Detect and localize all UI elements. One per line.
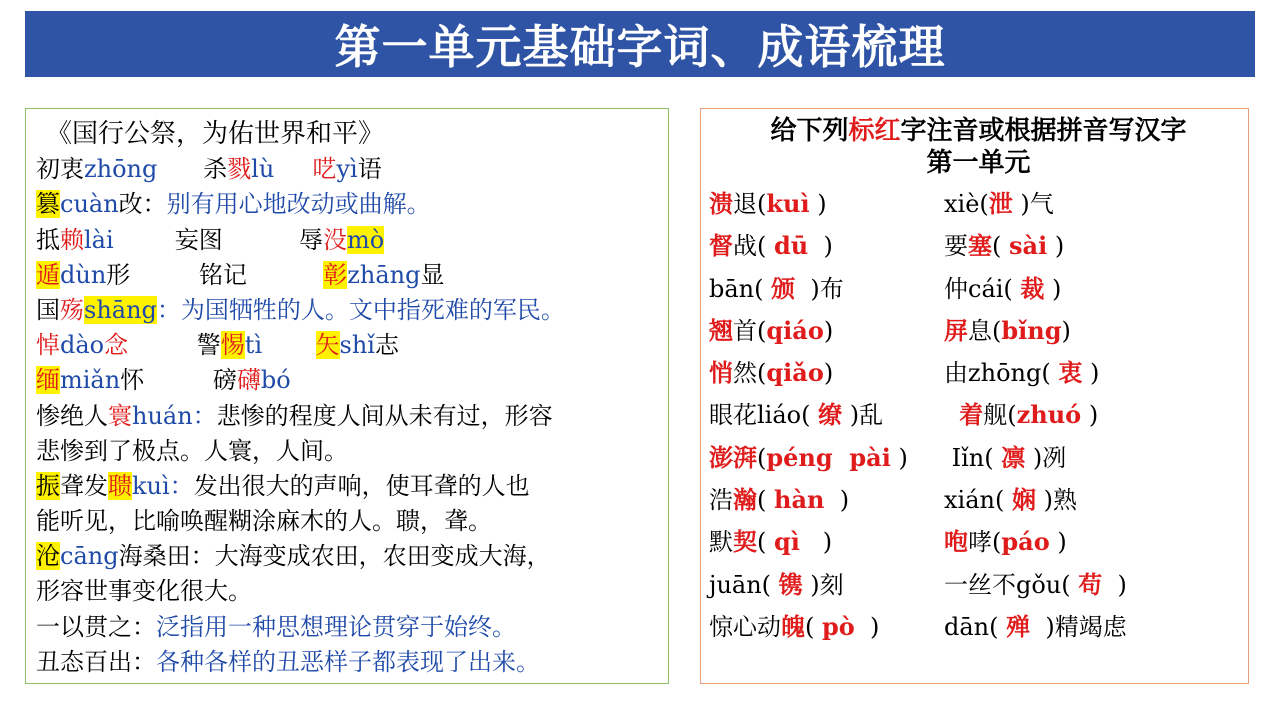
vocab-text: 别有用心地改动或曲解。: [166, 190, 431, 219]
exercise-item: [944, 268, 1248, 310]
exercise-text: 翘: [709, 315, 733, 345]
exercise-text: ): [1044, 274, 1062, 303]
exercise-panel: [700, 108, 1249, 684]
exercise-text: 裁: [1020, 273, 1045, 303]
exercise-text: 缭: [818, 400, 843, 430]
exercise-item: [944, 521, 1248, 563]
exercise-text: kuì: [766, 189, 810, 218]
vocab-text: 杀: [157, 155, 228, 184]
vocab-text: 彰: [323, 260, 348, 289]
exercise-text: 苟: [1078, 569, 1103, 599]
instruction-part-1: 给下列: [770, 116, 849, 146]
vocab-text: 显: [420, 260, 445, 289]
vocab-text: huán：: [132, 401, 217, 430]
exercise-item: [944, 310, 1248, 352]
vocab-text: 警: [128, 331, 221, 360]
exercise-text: )布: [795, 274, 844, 303]
exercise-text: zhuó: [1016, 400, 1082, 430]
vocab-text: kuì：: [132, 471, 194, 500]
exercise-item: [709, 479, 944, 521]
exercise-text: (: [805, 612, 822, 641]
exercise-row: [709, 268, 1248, 310]
vocab-text: [274, 155, 312, 183]
exercise-text: 悄: [709, 358, 733, 388]
exercise-text: 着: [959, 400, 984, 430]
exercise-text: 凛: [1001, 442, 1026, 472]
vocab-text: 能听见，比喻唤醒糊涂麻木的人。聩，聋。: [36, 507, 492, 536]
vocab-text: 悼: [36, 331, 60, 360]
exercise-text: qiǎo: [766, 358, 824, 388]
exercise-text: 魄: [781, 611, 805, 641]
vocab-text: 殇: [60, 295, 84, 324]
lesson-heading: 《国行公祭，为佑世界和平》: [46, 119, 385, 149]
exercise-item: [709, 352, 944, 394]
exercise-item: [709, 394, 944, 436]
vocab-text: 矢: [315, 331, 340, 360]
vocab-text: 赖: [60, 225, 84, 254]
vocab-text: 丑态百出：: [36, 647, 156, 676]
exercise-text: sài: [1009, 231, 1048, 261]
exercise-text: 首(: [733, 316, 767, 345]
exercise-text: 息(: [968, 316, 1002, 345]
exercise-text: 澎湃: [709, 442, 757, 472]
exercise-text: 咆: [944, 527, 968, 557]
vocab-line: [36, 539, 668, 574]
exercise-row: [709, 437, 1248, 479]
vocab-line: [36, 399, 668, 434]
vocab-text: 语: [357, 155, 382, 184]
exercise-row: [709, 183, 1248, 225]
exercise-text: 颁: [771, 273, 796, 303]
instruction-highlight: 标红: [848, 116, 901, 146]
exercise-text: xiè(: [944, 190, 989, 218]
vocab-text: 改：: [118, 190, 167, 219]
exercise-text: hàn: [774, 485, 825, 515]
exercise-text: dān(: [944, 612, 1007, 641]
exercise-text: 惊心动: [709, 612, 781, 641]
exercise-text: xián(: [944, 486, 1012, 515]
vocab-text: lài: [84, 225, 114, 254]
vocab-text: shǐ: [339, 331, 375, 360]
vocab-text: 海桑田：大海变成农田，农田变成大海，: [118, 542, 551, 571]
exercise-item: [709, 310, 944, 352]
vocab-text: 惨绝人: [36, 401, 108, 430]
exercise-text: qiáo: [766, 315, 824, 345]
vocab-text: 抵: [36, 225, 60, 254]
vocab-line: [36, 223, 668, 258]
vocab-notes-panel: [25, 108, 669, 684]
vocab-text: 怀 磅: [120, 366, 237, 395]
instruction-part-2: 字注音或根据拼音写汉字: [900, 116, 1187, 146]
vocab-text: 戮: [227, 155, 252, 184]
exercise-text: ): [1081, 401, 1099, 430]
vocab-text: zhāng: [347, 260, 421, 289]
exercise-text: ): [1082, 359, 1100, 388]
exercise-text: bān(: [709, 274, 772, 303]
vocab-text: 各种各样的丑恶样子都表现了出来。: [156, 647, 540, 676]
vocab-line: [36, 328, 668, 363]
vocab-text: mò: [347, 225, 385, 254]
exercise-text: 仲cái(: [944, 274, 1021, 303]
vocab-line: [36, 152, 668, 187]
exercise-text: ): [890, 443, 908, 472]
vocab-text: 发出很大的声响，使耳聋的人也: [193, 471, 530, 500]
unit-subheading: 第一单元: [926, 148, 1031, 178]
vocab-text: 悲惨的程度人间从未有过，形容: [216, 401, 553, 430]
vocab-text: 初衷: [36, 155, 84, 184]
vocab-text: bó: [260, 366, 291, 395]
vocab-text: ：为国牺牲的人。文中指死难的军民。: [156, 295, 565, 324]
exercise-item: [709, 225, 944, 267]
exercise-text: 娴: [1011, 485, 1036, 515]
vocab-text: 沧: [36, 542, 60, 571]
exercise-row: [709, 564, 1248, 606]
vocab-text: 篡: [36, 190, 60, 219]
vocab-text: 呓: [312, 155, 337, 184]
exercise-text: péng pài: [766, 442, 891, 472]
exercise-text: )精竭虑: [1030, 612, 1127, 641]
vocab-text: lù: [251, 155, 275, 184]
exercise-text: ): [824, 486, 850, 515]
exercise-item: [709, 268, 944, 310]
exercise-text: ): [823, 316, 834, 345]
exercise-text: 溃: [709, 189, 733, 218]
vocab-text: 没: [323, 225, 347, 254]
vocab-line: [36, 293, 668, 328]
vocab-text: 一以贯之：: [36, 612, 156, 641]
exercise-text: 眼花liáo(: [709, 401, 819, 430]
exercise-text: (: [757, 486, 774, 515]
exercise-text: 哮(: [968, 528, 1002, 557]
exercise-text: bǐng: [1001, 315, 1062, 345]
vocab-text: 悲惨到了极点。人寰，人间。: [36, 436, 348, 465]
exercise-text: )熟: [1035, 486, 1077, 515]
exercise-item: [709, 437, 944, 479]
exercise-text: 督: [709, 231, 733, 261]
exercise-grid: [709, 183, 1248, 648]
exercise-text: 浩: [709, 486, 733, 515]
vocab-text: cāng: [60, 542, 119, 571]
exercise-text: 由zhōng(: [944, 359, 1059, 388]
exercise-text: (: [757, 528, 774, 557]
exercise-item: [944, 183, 1248, 225]
exercise-text: ): [1061, 316, 1071, 345]
exercise-text: ): [1049, 528, 1067, 557]
exercise-text: 舰(: [983, 401, 1017, 430]
exercise-text: )冽: [1025, 443, 1067, 472]
vocab-text: 形 铭记: [106, 260, 324, 289]
exercise-item: [944, 564, 1248, 606]
exercise-text: 然(: [733, 359, 767, 388]
exercise-text: [944, 401, 959, 429]
exercise-text: 战(: [733, 232, 774, 261]
vocab-text: 振: [36, 471, 60, 500]
vocab-text: shāng: [84, 295, 157, 324]
vocab-text: [262, 331, 315, 359]
exercise-row: [709, 394, 1248, 436]
exercise-text: ): [854, 612, 880, 641]
vocab-text: dùn: [60, 260, 107, 289]
page-title: 第一单元基础字词、成语梳理: [25, 11, 1255, 77]
exercise-text: juān(: [709, 570, 779, 599]
vocab-text: 寰: [108, 401, 132, 430]
vocab-text: 念: [104, 331, 129, 360]
exercise-row: [709, 310, 1248, 352]
vocab-text: 志: [374, 331, 399, 360]
vocab-text: miǎn: [60, 366, 121, 395]
vocab-text: 聩: [108, 471, 132, 500]
exercise-text: (: [992, 232, 1009, 261]
exercise-text: Iǐn(: [944, 443, 1002, 472]
exercise-row: [709, 606, 1248, 648]
exercise-text: 瀚: [733, 485, 757, 515]
exercise-item: [944, 437, 1248, 479]
vocab-text: 泛指用一种思想理论贯穿于始终。: [156, 612, 516, 641]
exercise-text: (: [757, 443, 767, 472]
vocab-text: 国: [36, 295, 60, 324]
exercise-item: [709, 606, 944, 648]
exercise-text: )刻: [802, 570, 844, 599]
exercise-text: 镌: [778, 569, 803, 599]
vocab-text: yì: [336, 155, 358, 184]
exercise-text: ): [799, 528, 833, 557]
exercise-text: qì: [774, 527, 800, 557]
exercise-text: )乱: [842, 401, 884, 430]
exercise-text: 要: [944, 232, 968, 261]
vocab-text: tì: [244, 331, 263, 360]
exercise-row: [709, 479, 1248, 521]
exercise-item: [944, 606, 1248, 648]
vocab-line: [36, 434, 668, 469]
vocab-line: [36, 574, 668, 609]
exercise-row: [709, 225, 1248, 267]
exercise-text: 塞: [968, 231, 992, 261]
vocab-line: [36, 187, 668, 222]
vocab-text: 形容世事变化很大。: [36, 577, 252, 606]
exercise-row: [709, 521, 1248, 563]
exercise-text: 屏: [944, 315, 968, 345]
exercise-text: ): [1047, 232, 1065, 261]
vocab-line: [36, 504, 668, 539]
vocab-text: cuàn: [60, 190, 119, 219]
vocab-text: 聋发: [60, 471, 108, 500]
exercise-text: )气: [1012, 190, 1054, 218]
vocab-text: 妄图 辱: [113, 225, 323, 254]
vocab-line: [36, 469, 668, 504]
exercise-item: [709, 521, 944, 563]
vocab-text: 惕: [220, 331, 245, 360]
exercise-item: [709, 183, 944, 225]
exercise-text: 殚: [1006, 611, 1031, 641]
exercise-item: [944, 225, 1248, 267]
exercise-text: páo: [1001, 527, 1050, 557]
exercise-text: 衷: [1058, 358, 1083, 388]
exercise-text: 契: [733, 527, 757, 557]
vocab-text: 礴: [236, 366, 261, 395]
exercise-text: 退(: [733, 190, 767, 218]
exercise-item: [944, 394, 1248, 436]
exercise-text: ): [1102, 570, 1127, 599]
vocab-line: [36, 363, 668, 398]
vocab-text: zhōng: [84, 155, 158, 184]
vocab-text: 遁: [36, 260, 60, 289]
exercise-text: 一丝不gǒu(: [944, 570, 1079, 599]
vocab-line: [36, 610, 668, 645]
exercise-text: pò: [822, 611, 855, 641]
exercise-item: [709, 564, 944, 606]
vocab-lines: [36, 152, 668, 680]
vocab-text: 缅: [36, 366, 60, 395]
vocab-line: [36, 645, 668, 680]
exercise-item: [944, 479, 1248, 521]
exercise-text: 默: [709, 528, 733, 557]
exercise-row: [709, 352, 1248, 394]
vocab-line: [36, 258, 668, 293]
exercise-text: ): [823, 359, 834, 388]
exercise-text: ): [808, 232, 833, 261]
vocab-text: dào: [60, 331, 105, 360]
exercise-text: 泄: [988, 189, 1013, 218]
exercise-text: dū: [774, 231, 809, 261]
exercise-instruction: [709, 115, 1248, 147]
exercise-item: [944, 352, 1248, 394]
exercise-text: ): [809, 190, 827, 218]
